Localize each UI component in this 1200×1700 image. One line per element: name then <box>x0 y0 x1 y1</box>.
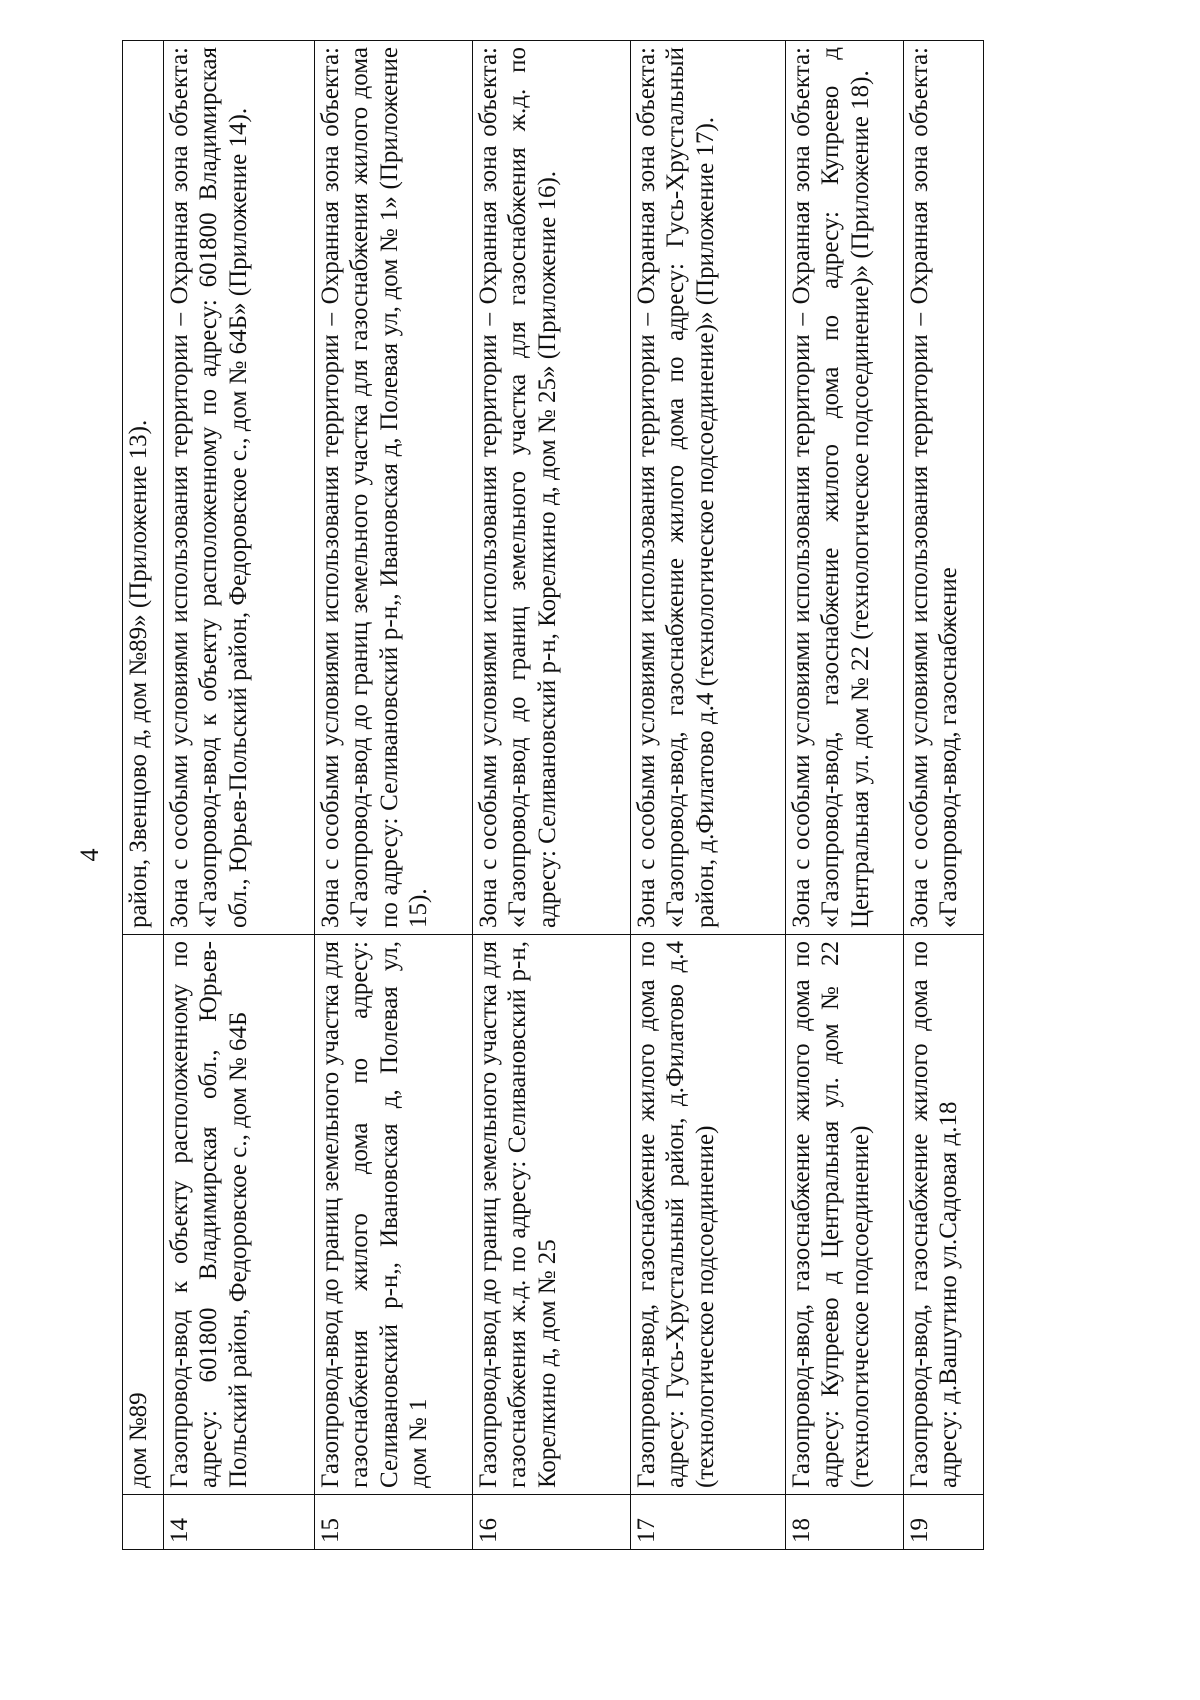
row-number: 14 <box>164 1495 315 1550</box>
table-row <box>164 41 315 1550</box>
object-name-cell: Газопровод-ввод, газоснабжение жилого дома по адресу: Гусь-Хрустальный район, д.Филатово д.4 (технологическое подсоединение) <box>631 935 786 1495</box>
table-row-continued <box>123 41 164 1550</box>
zone-description-cell: Зона с особыми условиями использования территории – Охранная зона объекта: «Газопровод-ввод до границ земельного участка для газоснабжения ж.д. по адресу: Селивановский р-н, Корелкино д, дом № 25» (Приложение 16). <box>473 41 631 935</box>
object-name-cell: Газопровод-ввод к объекту расположенному по адресу: 601800 Владимирская обл., Юрьев-Польский район, Федоровское с., дом № 64Б <box>164 935 315 1495</box>
zones-table <box>122 40 984 1550</box>
page-number: 4 <box>75 848 104 862</box>
zone-description-cell: Зона с особыми условиями использования территории – Охранная зона объекта: «Газопровод-ввод, газоснабжение жилого дома по адресу: Гусь-Хрустальный район, д.Филатово д.4 (технологическое подсоединение)» (Приложение 17). <box>631 41 786 935</box>
row-number <box>123 1495 164 1550</box>
row-number: 15 <box>315 1495 473 1550</box>
zone-description-cell: Зона с особыми условиями использования территории – Охранная зона объекта: «Газопровод-ввод, газоснабжение жилого дома по адресу: Купреево д Центральная ул. дом № 22 (технологическое подсоединение)» (Приложение 18). <box>786 41 904 935</box>
table-row <box>315 41 473 1550</box>
object-name-cell: дом №89 <box>123 935 164 1495</box>
zone-description-cell: Зона с особыми условиями использования территории – Охранная зона объекта: «Газопровод-ввод к объекту расположенному по адресу: 601800 Владимирская обл., Юрьев-Польский район, Федоровское с., дом № 64Б» (Приложение 14). <box>164 41 315 935</box>
row-number: 18 <box>786 1495 904 1550</box>
rotated-page-content <box>122 40 972 1550</box>
row-number: 19 <box>904 1495 984 1550</box>
table-row <box>473 41 631 1550</box>
zone-description-cell: Зона с особыми условиями использования территории – Охранная зона объекта: «Газопровод-ввод до границ земельного участка для газоснабжения жилого дома по адресу: Селивановский р-н,, Ивановская д, Полевая ул, дом № 1» (Приложение 15). <box>315 41 473 935</box>
row-number: 17 <box>631 1495 786 1550</box>
table-row <box>631 41 786 1550</box>
zone-description-cell: Зона с особыми условиями использования территории – Охранная зона объекта: «Газопровод-ввод, газоснабжение <box>904 41 984 935</box>
object-name-cell: Газопровод-ввод, газоснабжение жилого дома по адресу: Купреево д Центральная ул. дом № 22 (технологическое подсоединение) <box>786 935 904 1495</box>
zone-description-cell: район, Звенцово д, дом №89» (Приложение 13). <box>123 41 164 935</box>
object-name-cell: Газопровод-ввод, газоснабжение жилого дома по адресу: д.Вашутино ул.Садовая д.18 <box>904 935 984 1495</box>
object-name-cell: Газопровод-ввод до границ земельного участка для газоснабжения ж.д. по адресу: Селивановский р-н, Корелкино д, дом № 25 <box>473 935 631 1495</box>
table-row <box>904 41 984 1550</box>
table-row <box>786 41 904 1550</box>
row-number: 16 <box>473 1495 631 1550</box>
object-name-cell: Газопровод-ввод до границ земельного участка для газоснабжения жилого дома по адресу: Селивановский р-н,, Ивановская д, Полевая ул, дом № 1 <box>315 935 473 1495</box>
